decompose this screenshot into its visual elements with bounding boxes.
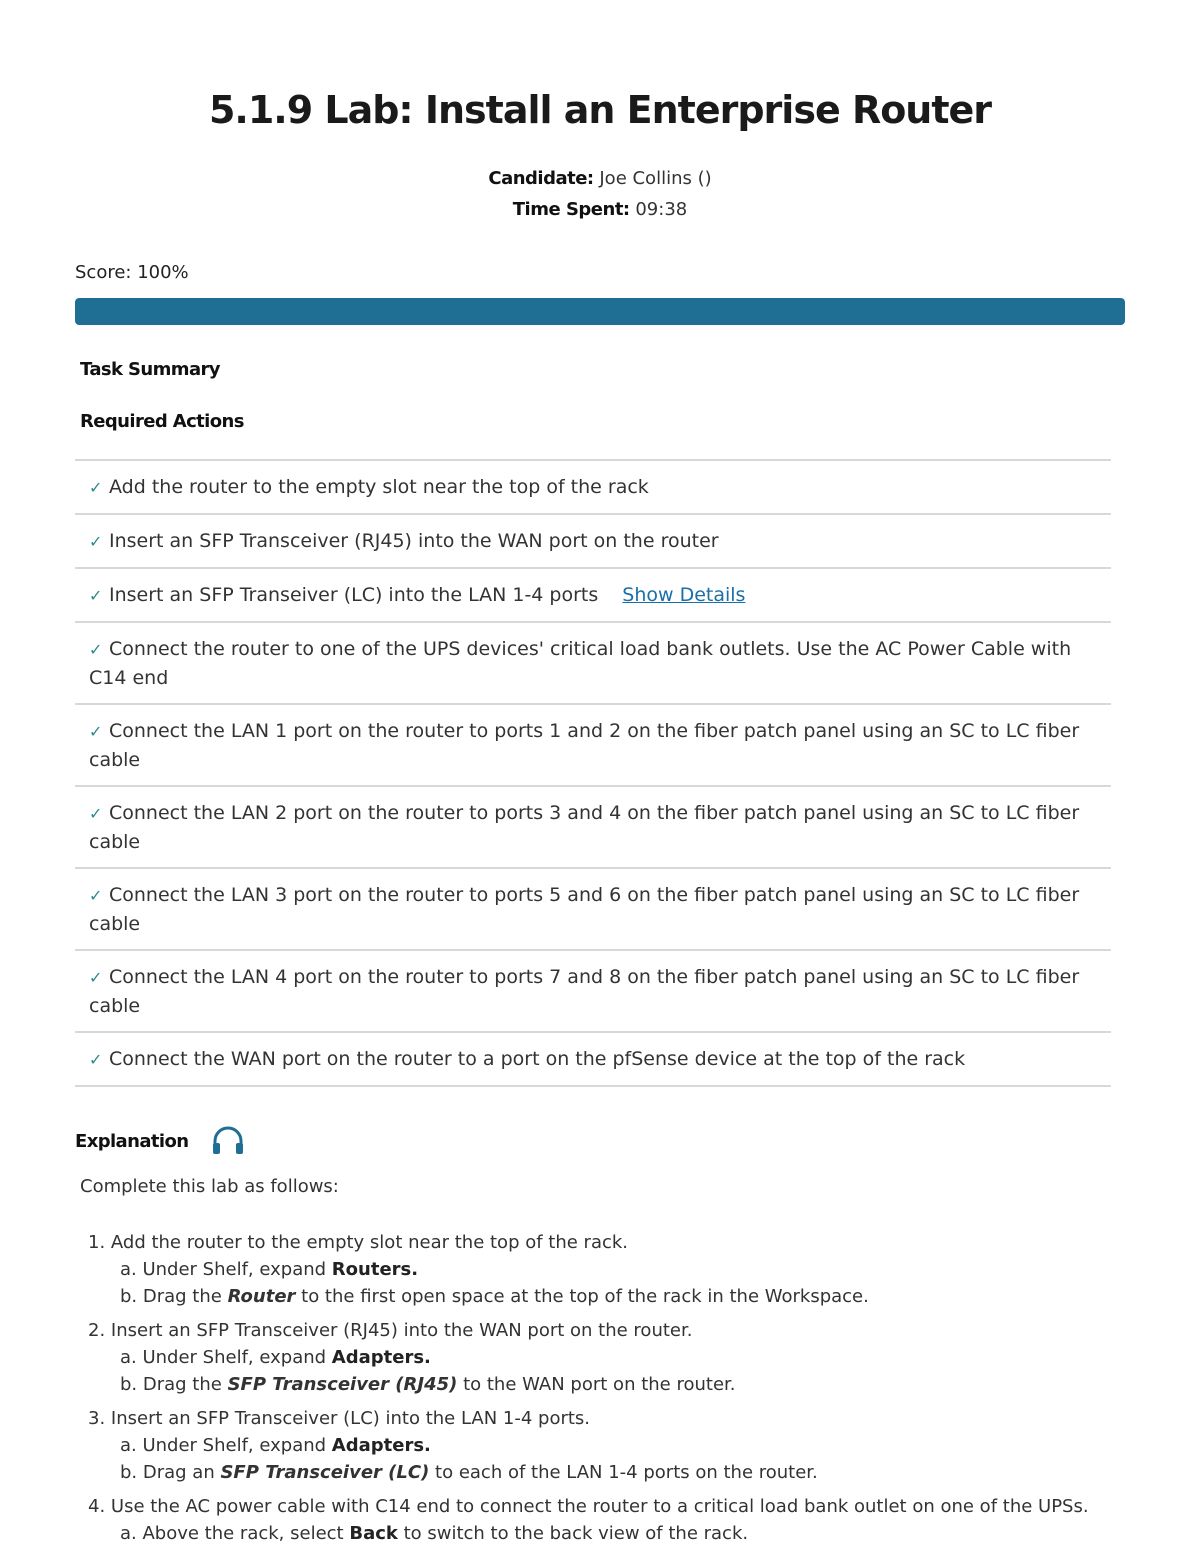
action-text: Connect the LAN 2 port on the router to ports 3 and 4 on the fiber patch panel using an SC to LC fiber cable bbox=[89, 802, 1080, 853]
step-text: 3. Insert an SFP Transceiver (LC) into the LAN 1-4 ports. bbox=[88, 1408, 591, 1429]
step-3 bbox=[88, 1405, 1089, 1486]
action-row bbox=[75, 569, 1111, 623]
substep: b. Drag the SFP Transceiver (RJ45) to the WAN port on the router. bbox=[120, 1374, 736, 1395]
score-text: Score: 100% bbox=[75, 262, 189, 283]
checkmark-icon: ✓ bbox=[89, 640, 103, 659]
explanation-intro: Complete this lab as follows: bbox=[80, 1176, 339, 1197]
checkmark-icon: ✓ bbox=[89, 722, 103, 741]
checkmark-icon: ✓ bbox=[89, 1050, 103, 1069]
substep: b. Drag an SFP Transceiver (LC) to each of the LAN 1-4 ports on the router. bbox=[120, 1462, 818, 1483]
action-text: Connect the WAN port on the router to a port on the pfSense device at the top of the rack bbox=[109, 1048, 966, 1070]
substep: a. Under Shelf, expand Adapters. bbox=[120, 1435, 431, 1456]
action-row bbox=[75, 623, 1111, 705]
time-spent-line bbox=[0, 199, 1200, 220]
candidate-label: Candidate: bbox=[488, 168, 594, 189]
explanation-heading bbox=[75, 1126, 246, 1156]
checkmark-icon: ✓ bbox=[89, 804, 103, 823]
action-text: Connect the LAN 1 port on the router to ports 1 and 2 on the fiber patch panel using an SC to LC fiber cable bbox=[89, 720, 1080, 771]
step-text: 1. Add the router to the empty slot near the top of the rack. bbox=[88, 1232, 629, 1253]
checkmark-icon: ✓ bbox=[89, 586, 103, 605]
substep: b. Drag the Router to the first open space at the top of the rack in the Workspace. bbox=[120, 1286, 869, 1307]
required-actions-list bbox=[75, 459, 1111, 1087]
task-summary-heading: Task Summary bbox=[80, 359, 220, 380]
score-progress-bar bbox=[75, 298, 1125, 325]
action-row bbox=[75, 705, 1111, 787]
step-2 bbox=[88, 1317, 1089, 1398]
substep: a. Under Shelf, expand Routers. bbox=[120, 1259, 419, 1280]
action-text: Insert an SFP Transeiver (LC) into the LAN 1-4 ports bbox=[109, 584, 599, 606]
checkmark-icon: ✓ bbox=[89, 886, 103, 905]
required-actions-heading: Required Actions bbox=[80, 411, 244, 432]
action-row bbox=[75, 869, 1111, 951]
score-progress-fill bbox=[75, 298, 1125, 325]
action-row bbox=[75, 1033, 1111, 1087]
headphones-icon[interactable] bbox=[210, 1126, 246, 1156]
explanation-title: Explanation bbox=[75, 1130, 189, 1152]
checkmark-icon: ✓ bbox=[89, 968, 103, 987]
substep: a. Above the rack, select Back to switch to the back view of the rack. bbox=[120, 1523, 749, 1544]
substep: a. Under Shelf, expand Adapters. bbox=[120, 1347, 431, 1368]
action-row bbox=[75, 787, 1111, 869]
candidate-line bbox=[0, 168, 1200, 189]
explanation-steps bbox=[88, 1229, 1089, 1553]
step-4 bbox=[88, 1493, 1089, 1547]
action-text: Connect the router to one of the UPS devices' critical load bank outlets. Use the AC Power Cable with C14 end bbox=[89, 638, 1072, 689]
action-text: Connect the LAN 4 port on the router to ports 7 and 8 on the fiber patch panel using an SC to LC fiber cable bbox=[89, 966, 1080, 1017]
checkmark-icon: ✓ bbox=[89, 532, 103, 551]
action-row bbox=[75, 515, 1111, 569]
step-1 bbox=[88, 1229, 1089, 1310]
step-text: 4. Use the AC power cable with C14 end to connect the router to a critical load bank outlet on one of the UPSs. bbox=[88, 1496, 1089, 1517]
action-text: Add the router to the empty slot near the top of the rack bbox=[109, 476, 649, 498]
action-row bbox=[75, 461, 1111, 515]
action-text: Connect the LAN 3 port on the router to ports 5 and 6 on the fiber patch panel using an SC to LC fiber cable bbox=[89, 884, 1080, 935]
candidate-value: Joe Collins () bbox=[599, 168, 712, 189]
time-spent-label: Time Spent: bbox=[512, 199, 630, 220]
action-row bbox=[75, 951, 1111, 1033]
checkmark-icon: ✓ bbox=[89, 478, 103, 497]
time-spent-value: 09:38 bbox=[635, 199, 688, 220]
show-details-link[interactable]: Show Details bbox=[622, 584, 746, 606]
step-text: 2. Insert an SFP Transceiver (RJ45) into the WAN port on the router. bbox=[88, 1320, 693, 1341]
action-text: Insert an SFP Transceiver (RJ45) into the WAN port on the router bbox=[109, 530, 719, 552]
page-title: 5.1.9 Lab: Install an Enterprise Router bbox=[208, 88, 992, 132]
